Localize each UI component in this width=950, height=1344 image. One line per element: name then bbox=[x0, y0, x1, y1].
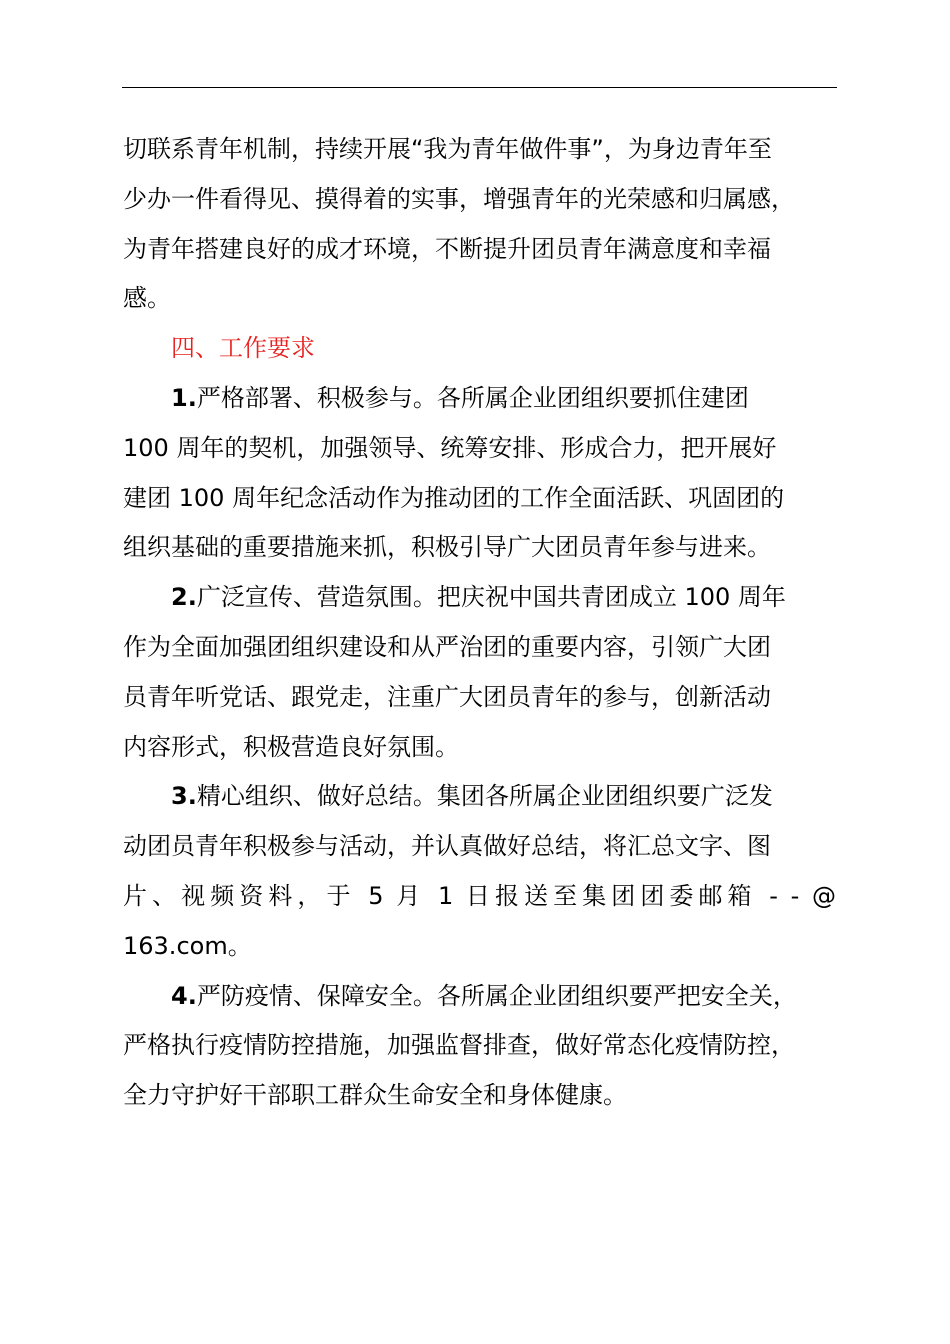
section-heading: 四、工作要求 bbox=[171, 334, 315, 363]
text-line: 少办一件看得见、摸得着的实事，增强青年的光荣感和归属感， bbox=[123, 184, 795, 213]
header-rule bbox=[122, 87, 837, 88]
requirement-item-4 bbox=[123, 972, 861, 1121]
text-line: 动团员青年积极参与活动，并认真做好总结，将汇总文字、图 bbox=[123, 832, 771, 861]
item-number: 2. bbox=[171, 583, 197, 612]
item-first-line bbox=[123, 374, 861, 424]
requirement-item-2 bbox=[123, 573, 861, 772]
text-line: 感。 bbox=[123, 284, 171, 313]
text-line: 全力守护好干部职工群众生命安全和身体健康。 bbox=[123, 1081, 627, 1110]
text-line: 片、视频资料，于 5 月 1 日报送至集团团委邮箱 - - @ bbox=[123, 881, 836, 910]
requirement-item-3 bbox=[123, 772, 861, 971]
item-text: 严防疫情、保障安全。各所属企业团组织要严把安全关， bbox=[196, 981, 797, 1010]
item-first-line bbox=[123, 573, 861, 623]
text-line: 建团 100 周年纪念活动作为推动团的工作全面活跃、巩固团的 bbox=[123, 483, 785, 512]
item-text: 严格部署、积极参与。各所属企业团组织要抓住建团 bbox=[196, 383, 749, 412]
item-first-line bbox=[123, 772, 861, 822]
paragraph-continuation bbox=[123, 125, 861, 324]
text-line: 员青年听党话、跟党走，注重广大团员青年的参与，创新活动 bbox=[123, 682, 771, 711]
item-number: 4. bbox=[171, 981, 197, 1010]
document-body bbox=[123, 125, 861, 1121]
item-number: 3. bbox=[171, 782, 197, 811]
item-text: 精心组织、做好总结。集团各所属企业团组织要广泛发 bbox=[196, 782, 773, 811]
text-line: 切联系青年机制，持续开展“我为青年做件事”，为身边青年至 bbox=[123, 135, 772, 163]
requirement-item-1 bbox=[123, 374, 861, 573]
text-line: 内容形式，积极营造良好氛围。 bbox=[123, 732, 459, 761]
item-number: 1. bbox=[171, 383, 197, 412]
item-first-line bbox=[123, 972, 861, 1022]
text-line: 为青年搭建良好的成才环境，不断提升团员青年满意度和幸福 bbox=[123, 234, 771, 263]
text-line: 严格执行疫情防控措施，加强监督排查，做好常态化疫情防控， bbox=[123, 1031, 795, 1060]
text-line: 100 周年的契机，加强领导、统筹安排、形成合力，把开展好 bbox=[123, 433, 777, 462]
item-text: 广泛宣传、营造氛围。把庆祝中国共青团成立 100 周年 bbox=[196, 583, 786, 612]
text-line: 组织基础的重要措施来抓，积极引导广大团员青年参与进来。 bbox=[123, 533, 771, 562]
text-line: 163.com。 bbox=[123, 931, 252, 960]
text-line: 作为全面加强团组织建设和从严治团的重要内容，引领广大团 bbox=[123, 632, 771, 661]
